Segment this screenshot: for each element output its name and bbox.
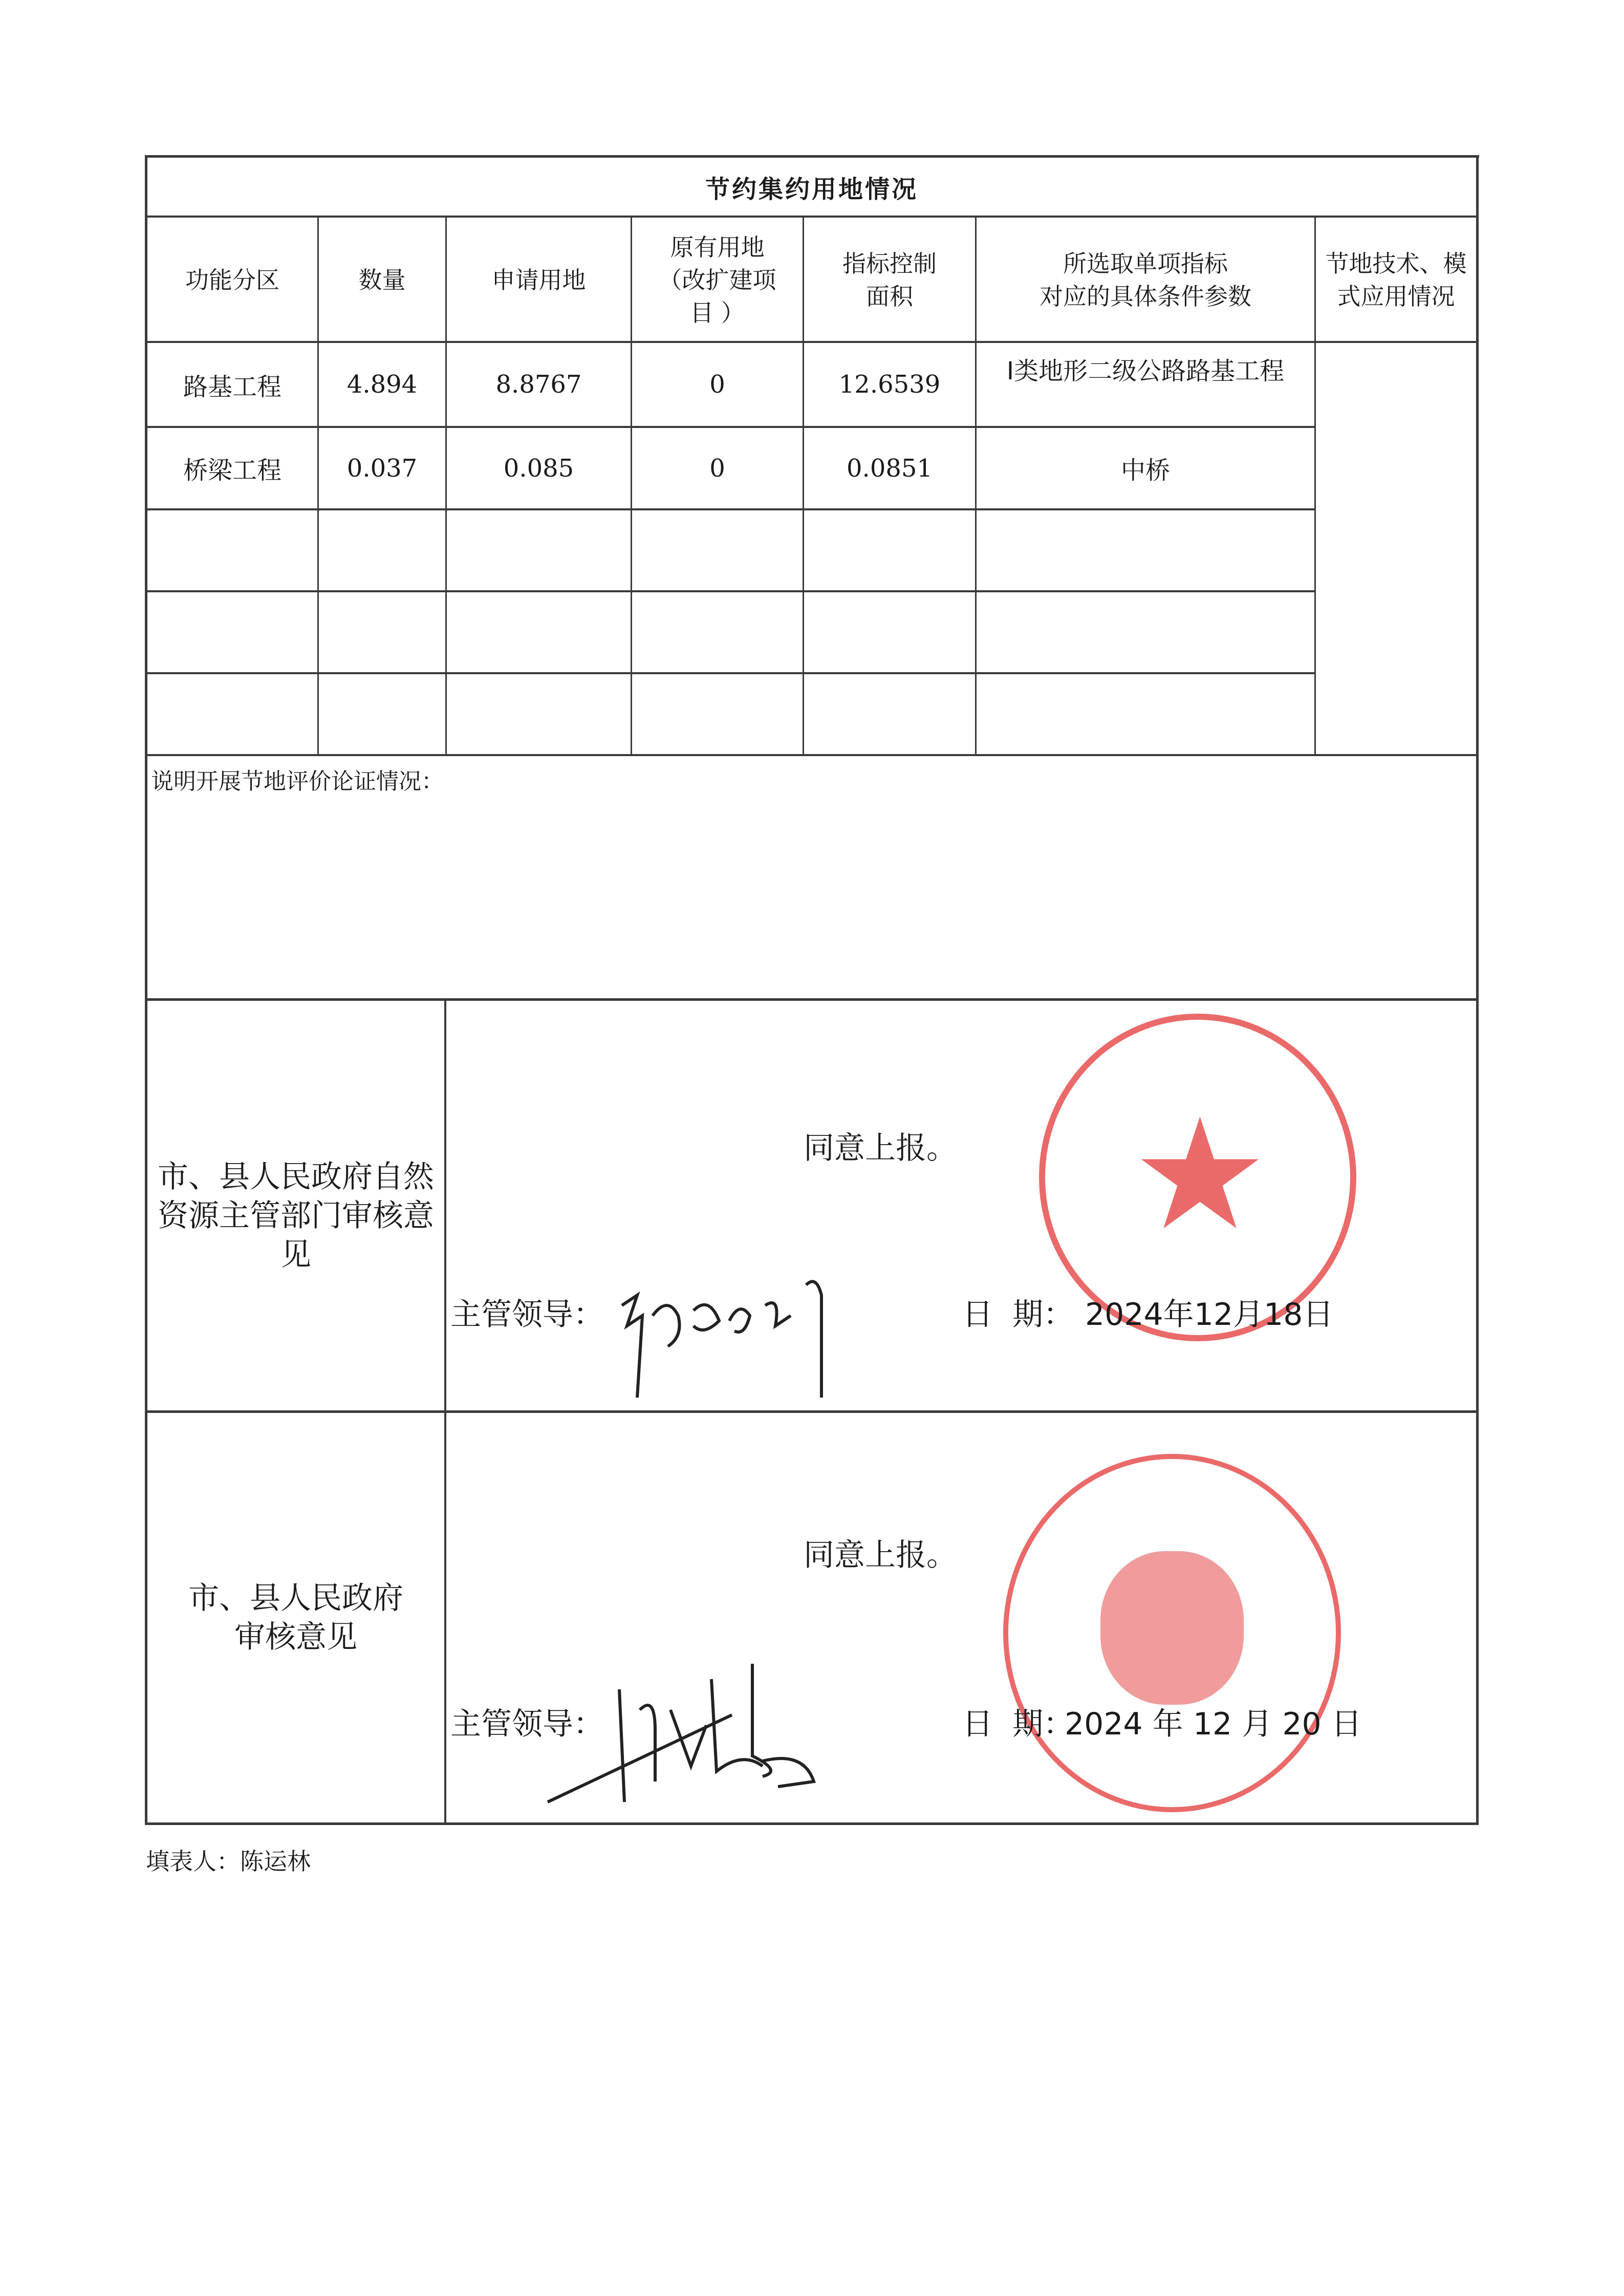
review-2-date-value: 2024 年 12 月 20 日 [1065, 1706, 1362, 1742]
table-row-2-zone: 桥梁工程 [183, 456, 282, 485]
review-2-opinion: 同意上报。 [804, 1537, 957, 1573]
table-row-2-quantity: 0.037 [347, 454, 418, 483]
table-bottom-border [145, 1822, 1479, 1825]
page-title: 节约集约用地情况 [705, 175, 918, 204]
header-tech [1316, 218, 1476, 342]
stamp-emblem-icon [1100, 1551, 1244, 1705]
signature-2 [537, 1648, 896, 1812]
header-original-line3: 目 ） [690, 298, 745, 327]
review-1-label-line3: 见 [280, 1237, 311, 1273]
header-index-line2: 面积 [866, 282, 913, 310]
divider [146, 508, 1315, 510]
table-row-1-params: I类地形二级公路路基工程 [1006, 356, 1285, 385]
review-1-leader-label: 主管领导： [450, 1297, 604, 1333]
table-row-1-quantity: 4.894 [347, 370, 418, 399]
signature-1 [607, 1264, 852, 1418]
header-index-area [804, 218, 975, 342]
table-right-border [1476, 155, 1479, 1825]
header-params-line1: 所选取单项指标 [1063, 249, 1228, 277]
review-2-label-line2: 审核意见 [234, 1619, 357, 1655]
review-1-date-label: 日 期： [962, 1297, 1074, 1333]
header-quantity: 数量 [358, 266, 406, 294]
review-2-label [147, 1413, 444, 1822]
header-original [632, 218, 803, 342]
header-index-line1: 指标控制 [842, 249, 937, 277]
filler-name: 填表人：陈运林 [146, 1848, 311, 1875]
review-1-label-line1: 市、县人民政府自然 [158, 1159, 434, 1195]
divider [146, 754, 1478, 756]
header-params [977, 218, 1314, 342]
header-tech-line2: 式应用情况 [1337, 282, 1455, 310]
table-row-1-original: 0 [709, 370, 725, 399]
table-row-1-applied: 8.8767 [495, 370, 582, 399]
table-row-2-original: 0 [709, 454, 725, 483]
review-2-label-line1: 市、县人民政府 [188, 1580, 403, 1616]
review-1-label [147, 1001, 444, 1410]
header-applied: 申请用地 [491, 266, 586, 294]
stamp-star-icon: ★ [1131, 1085, 1269, 1264]
table-row-1-zone: 路基工程 [183, 372, 282, 401]
table-row-2-applied: 0.085 [503, 454, 574, 483]
evaluation-note-label: 说明开展节地评价论证情况： [151, 768, 444, 795]
header-original-line2: （改扩建项 [658, 266, 776, 294]
table-row-2-index-area: 0.0851 [847, 454, 933, 483]
header-tech-line1: 节地技术、模 [1325, 249, 1467, 277]
review-1-label-line2: 资源主管部门审核意 [158, 1198, 434, 1234]
review-1-date-value: 2024年12月18日 [1085, 1297, 1334, 1333]
header-zone: 功能分区 [185, 266, 279, 294]
header-original-line1: 原有用地 [670, 233, 765, 261]
table-row-2-params: 中桥 [1120, 456, 1170, 485]
table-row-1-index-area: 12.6539 [838, 370, 941, 399]
header-params-line2: 对应的具体条件参数 [1040, 282, 1251, 310]
review-2-leader-label: 主管领导： [450, 1706, 604, 1742]
divider [146, 672, 1315, 674]
review-2-date-label: 日 期： [962, 1706, 1074, 1742]
review-1-opinion: 同意上报。 [804, 1130, 957, 1166]
divider [146, 590, 1315, 592]
